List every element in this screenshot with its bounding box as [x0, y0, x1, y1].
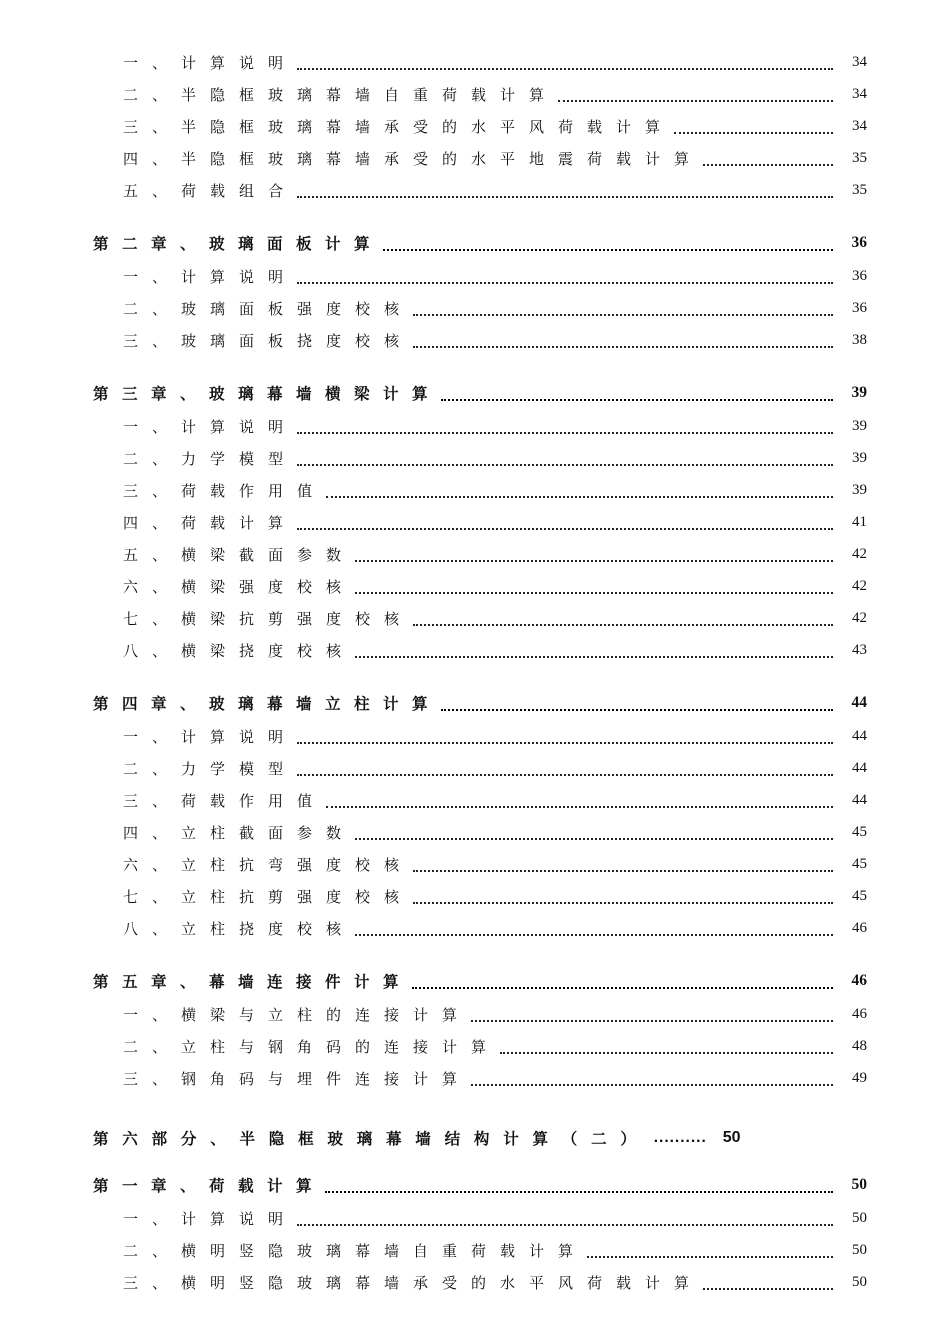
- toc-entry-title: 三、半隐框玻璃幕墙承受的水平风荷载计算: [123, 117, 675, 136]
- toc-entry-title: 第一章、荷载计算: [93, 1176, 326, 1195]
- toc-section-entry[interactable]: [0, 634, 950, 666]
- toc-page-number: 39: [852, 417, 867, 434]
- dot-leader: [500, 1051, 833, 1054]
- toc-section-entry[interactable]: [0, 110, 950, 142]
- toc-section-entry[interactable]: [0, 816, 950, 848]
- toc-entry-title: 八、横梁挠度校核: [123, 641, 356, 660]
- toc-chapter-entry[interactable]: [0, 686, 950, 720]
- toc-page-number: 34: [852, 117, 867, 134]
- toc-part-entry[interactable]: [0, 1120, 950, 1156]
- toc-entry-title: 一、计算说明: [123, 1209, 298, 1228]
- toc-page-number: 34: [852, 85, 867, 102]
- dot-leader: [413, 623, 833, 626]
- toc-section-entry[interactable]: [0, 570, 950, 602]
- toc-section-entry[interactable]: [0, 720, 950, 752]
- toc-page-number: 39: [852, 449, 867, 466]
- toc-section-entry[interactable]: [0, 260, 950, 292]
- toc-section-entry[interactable]: [0, 1202, 950, 1234]
- dot-leader: [297, 773, 833, 776]
- table-of-contents: [0, 46, 950, 1298]
- toc-entry-title: 二、力学模型: [123, 449, 298, 468]
- toc-entry-title: 五、荷载组合: [123, 181, 298, 200]
- toc-section-entry[interactable]: [0, 1234, 950, 1266]
- toc-page-number: 50: [722, 1129, 741, 1146]
- toc-entry-title: 三、荷载作用值: [123, 791, 327, 810]
- toc-section-entry[interactable]: [0, 602, 950, 634]
- toc-page-number: 41: [852, 513, 867, 530]
- toc-chapter-entry[interactable]: [0, 376, 950, 410]
- toc-entry-title: 二、半隐框玻璃幕墙自重荷载计算: [123, 85, 559, 104]
- toc-chapter-entry[interactable]: [0, 964, 950, 998]
- dot-leader: [297, 463, 833, 466]
- toc-page-number: 36: [852, 299, 867, 316]
- dot-leader: [297, 431, 833, 434]
- toc-entry-title: 第二章、玻璃面板计算: [93, 234, 384, 253]
- toc-entry-title: 一、计算说明: [123, 267, 298, 286]
- toc-section-entry[interactable]: [0, 174, 950, 206]
- toc-entry-title: 三、玻璃面板挠度校核: [123, 331, 414, 350]
- dot-leader: [471, 1083, 833, 1086]
- dot-leader: [413, 345, 833, 348]
- toc-page-number: 44: [851, 694, 867, 711]
- dot-leader: [587, 1255, 833, 1258]
- toc-page-number: 46: [852, 919, 867, 936]
- toc-entry-title: 二、立柱与钢角码的连接计算: [123, 1037, 501, 1056]
- dot-leader: [413, 313, 833, 316]
- toc-page-number: 49: [852, 1069, 867, 1086]
- toc-section-entry[interactable]: [0, 998, 950, 1030]
- toc-section-entry[interactable]: [0, 410, 950, 442]
- toc-entry-title: 第三章、玻璃幕墙横梁计算: [93, 384, 442, 403]
- toc-section-entry[interactable]: [0, 848, 950, 880]
- dot-leader: [412, 986, 833, 989]
- toc-entry-title: 第五章、幕墙连接件计算: [93, 972, 413, 991]
- dot-leader: [297, 195, 833, 198]
- dot-leader: [674, 131, 833, 134]
- toc-entry-title: 八、立柱挠度校核: [123, 919, 356, 938]
- toc-entry-title: 一、计算说明: [123, 417, 298, 436]
- toc-section-entry[interactable]: [0, 78, 950, 110]
- dot-leader: [355, 591, 833, 594]
- dot-leader: [703, 163, 833, 166]
- toc-entry-title: 第六部分、半隐框玻璃幕墙结构计算（二）: [93, 1129, 650, 1148]
- dot-leader: [326, 495, 833, 498]
- toc-entry-title: 七、立柱抗剪强度校核: [123, 887, 414, 906]
- dot-leader: [471, 1019, 833, 1022]
- toc-entry-title: 三、横明竖隐玻璃幕墙承受的水平风荷载计算: [123, 1273, 704, 1292]
- dot-leader: ..........: [653, 1129, 707, 1146]
- toc-page-number: 38: [852, 331, 867, 348]
- toc-section-entry[interactable]: [0, 1062, 950, 1094]
- toc-page-number: 42: [852, 609, 867, 626]
- dot-leader: [297, 281, 833, 284]
- dot-leader: [355, 837, 833, 840]
- toc-section-entry[interactable]: [0, 324, 950, 356]
- toc-part-tail: [654, 1129, 741, 1147]
- toc-entry-title: 三、荷载作用值: [123, 481, 327, 500]
- toc-entry-title: 一、计算说明: [123, 53, 298, 72]
- toc-page-number: 34: [852, 53, 867, 70]
- dot-leader: [355, 655, 833, 658]
- dot-leader: [383, 248, 833, 251]
- toc-section-entry[interactable]: [0, 912, 950, 944]
- toc-page-number: 36: [851, 234, 867, 251]
- toc-entry-title: 三、钢角码与埋件连接计算: [123, 1069, 472, 1088]
- toc-chapter-entry[interactable]: [0, 1168, 950, 1202]
- toc-entry-title: 七、横梁抗剪强度校核: [123, 609, 414, 628]
- dot-leader: [325, 1190, 833, 1193]
- toc-entry-title: 二、横明竖隐玻璃幕墙自重荷载计算: [123, 1241, 588, 1260]
- toc-chapter-entry[interactable]: [0, 226, 950, 260]
- dot-leader: [297, 1223, 833, 1226]
- toc-entry-title: 六、横梁强度校核: [123, 577, 356, 596]
- toc-section-entry[interactable]: [0, 442, 950, 474]
- toc-section-entry[interactable]: [0, 142, 950, 174]
- toc-entry-title: 六、立柱抗弯强度校核: [123, 855, 414, 874]
- toc-entry-title: 一、计算说明: [123, 727, 298, 746]
- toc-section-entry[interactable]: [0, 784, 950, 816]
- toc-page-number: 35: [852, 149, 867, 166]
- toc-page-number: 43: [852, 641, 867, 658]
- dot-leader: [297, 527, 833, 530]
- toc-section-entry[interactable]: [0, 1266, 950, 1298]
- toc-page-number: 39: [851, 384, 867, 401]
- toc-section-entry[interactable]: [0, 880, 950, 912]
- dot-leader: [441, 398, 833, 401]
- dot-leader: [413, 869, 833, 872]
- toc-section-entry[interactable]: [0, 46, 950, 78]
- toc-page-number: 42: [852, 577, 867, 594]
- dot-leader: [413, 901, 833, 904]
- toc-page-number: 35: [852, 181, 867, 198]
- dot-leader: [297, 67, 833, 70]
- toc-page-number: 50: [852, 1241, 867, 1258]
- toc-section-entry[interactable]: [0, 752, 950, 784]
- dot-leader: [355, 559, 833, 562]
- toc-entry-title: 一、横梁与立柱的连接计算: [123, 1005, 472, 1024]
- toc-page-number: 39: [852, 481, 867, 498]
- toc-page-number: 45: [852, 823, 867, 840]
- dot-leader: [355, 933, 833, 936]
- toc-entry-title: 五、横梁截面参数: [123, 545, 356, 564]
- dot-leader: [297, 741, 833, 744]
- toc-page-number: 50: [852, 1209, 867, 1226]
- toc-entry-title: 二、玻璃面板强度校核: [123, 299, 414, 318]
- toc-section-entry[interactable]: [0, 506, 950, 538]
- toc-entry-title: 四、荷载计算: [123, 513, 298, 532]
- toc-entry-title: 第四章、玻璃幕墙立柱计算: [93, 694, 442, 713]
- toc-page-number: 45: [852, 855, 867, 872]
- toc-entry-title: 四、立柱截面参数: [123, 823, 356, 842]
- toc-page-number: 44: [852, 759, 867, 776]
- toc-page-number: 44: [852, 727, 867, 744]
- toc-section-entry[interactable]: [0, 1030, 950, 1062]
- toc-section-entry[interactable]: [0, 474, 950, 506]
- toc-page-number: 45: [852, 887, 867, 904]
- toc-page-number: 36: [852, 267, 867, 284]
- dot-leader: [441, 708, 833, 711]
- toc-page-number: 42: [852, 545, 867, 562]
- toc-page-number: 46: [851, 972, 867, 989]
- dot-leader: [703, 1287, 833, 1290]
- toc-section-entry[interactable]: [0, 292, 950, 324]
- dot-leader: [558, 99, 833, 102]
- toc-page-number: 50: [852, 1273, 867, 1290]
- dot-leader: [326, 805, 833, 808]
- toc-entry-title: 二、力学模型: [123, 759, 298, 778]
- toc-section-entry[interactable]: [0, 538, 950, 570]
- toc-page-number: 48: [852, 1037, 867, 1054]
- toc-page-number: 46: [852, 1005, 867, 1022]
- toc-page-number: 50: [851, 1176, 867, 1193]
- toc-page-number: 44: [852, 791, 867, 808]
- toc-entry-title: 四、半隐框玻璃幕墙承受的水平地震荷载计算: [123, 149, 704, 168]
